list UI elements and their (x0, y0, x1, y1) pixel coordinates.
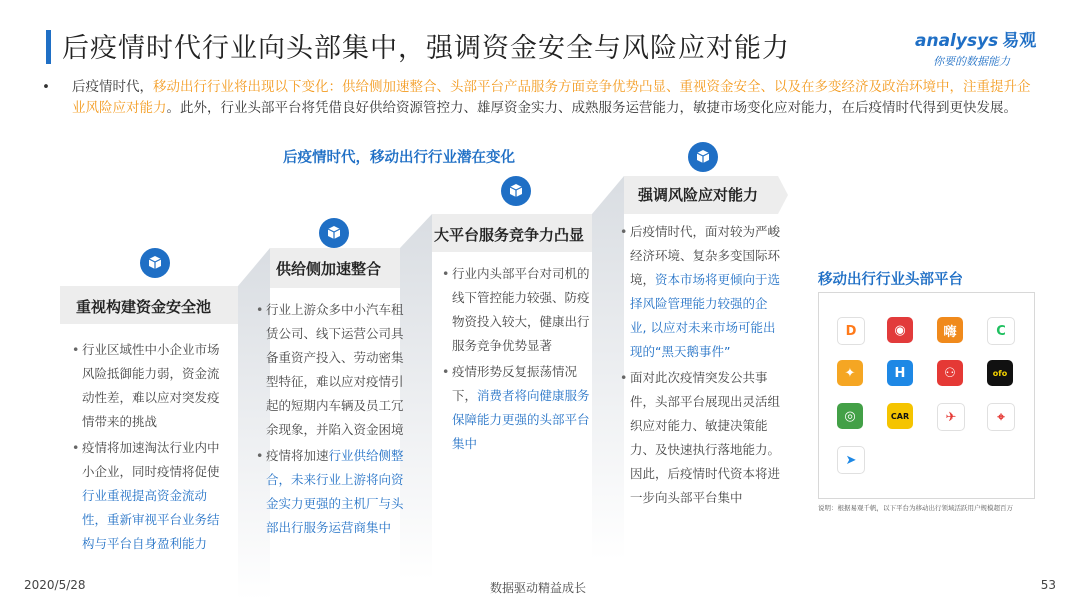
page-number: 53 (1040, 578, 1056, 592)
logo-slogan: 你要的数据能力 (933, 55, 1010, 68)
riser-2 (400, 214, 432, 580)
green-app-icon: ◎ (837, 403, 863, 429)
amap-app-icon: ➤ (837, 446, 865, 474)
step-2-details (256, 298, 404, 542)
mobike-app-icon: ⚇ (937, 360, 963, 386)
step-2-item-1: • 行业上游众多中小汽车租赁公司、线下运营公司具备重资产投入、劳动密集型特征，难以应对疫情引起的短期内车辆及员工冗余现象，并陷入资金困境 (256, 298, 404, 442)
platform-app-grid (818, 292, 1035, 499)
meituan-bike-app-icon: ✦ (837, 360, 863, 386)
car-app-icon: CAR (887, 403, 913, 429)
step-3-item-2: • 疫情形势反复振荡情况下，消费者将向健康服务保障能力更强的头部平台集中 (442, 360, 590, 456)
step-1-label: 重视构建资金安全池 (76, 298, 212, 316)
step-3-details (442, 262, 590, 458)
step-1-details (72, 338, 224, 558)
map-app-icon: ⌖ (987, 403, 1015, 431)
shenzhou-app-icon: ◉ (887, 317, 913, 343)
step-2-cube-icon (319, 218, 349, 248)
step-3-cube-icon (501, 176, 531, 206)
step-1-item-2: • 疫情将加速淘汰行业内中小企业，同时疫情将促使行业重视提高资金流动性，重新审视平台业务结构与平台自身盈利能力 (72, 436, 224, 556)
step-1-item-1: • 行业区域性中小企业市场风险抵御能力弱，资金流动性差，难以应对突发疫情带来的挑战 (72, 338, 224, 434)
step-3-label: 大平台服务竞争力凸显 (434, 226, 585, 244)
step-4-item-1: • 后疫情时代，面对较为严峻经济环境、复杂多变国际环境，资本市场将更倾向于选择风险管理能力较强的企业, 以应对未来市场可能出现的“黑天鹅事件” (620, 220, 782, 364)
step-4-cube-icon (688, 142, 718, 172)
logo-cn-text: 易观 (1002, 31, 1037, 51)
hello-app-icon: 嗨 (937, 317, 963, 343)
intro-highlight: 移动出行行业将出现以下变化：供给侧加速整合、头部平台产品服务方面竞争优势凸显、重视资金安全、以及在多变经济及政治环境中，注重提升企业风险应对能力 (72, 79, 1031, 116)
step-1-cube-icon (140, 248, 170, 278)
intro-bullet: • (42, 79, 50, 95)
step-4-details (620, 220, 782, 512)
caocao-app-icon: C (987, 317, 1015, 345)
step-4-item-2: • 面对此次疫情突发公共事件，头部平台展现出灵活组织应对能力、敏捷决策能力、及快速执行落地能力。因此，后疫情时代资本将进一步向头部平台集中 (620, 366, 782, 510)
step-4-label: 强调风险应对能力 (638, 186, 759, 204)
didi-app-icon: D (837, 317, 865, 345)
intro-rest: 。此外，行业头部平台将凭借良好供给资源管控力、雄厚资金实力、成熟服务运营能力，敏捷市场变化应对能力，在后疫情时代得到更快发展。 (166, 100, 1017, 116)
logo-text: analysys (915, 31, 999, 51)
ofo-app-icon: ofo (987, 360, 1013, 386)
footer-slogan: 数据驱动精益成长 (490, 581, 587, 595)
step-2-label: 供给侧加速整合 (276, 260, 382, 278)
step-3-item-1: • 行业内头部平台对司机的线下管控能力较强、防疫物资投入较大，健康出行服务竞争优势显著 (442, 262, 590, 358)
intro-lead: 后疫情时代， (72, 79, 153, 95)
zuche-app-icon: ✈ (937, 403, 965, 431)
step-2-item-2: • 疫情将加速行业供给侧整合，未来行业上游将向资金实力更强的主机厂与头部出行服务运营商集中 (256, 444, 404, 540)
platforms-note: 说明：根据易观千帆，以下平台为移动出行领域活跃用户规模超百万 (818, 504, 1013, 512)
diagram-subtitle: 后疫情时代，移动出行行业潜在变化 (283, 150, 515, 166)
hellobike-app-icon: H (887, 360, 913, 386)
platforms-title: 移动出行行业头部平台 (818, 272, 963, 288)
page-title: 后疫情时代行业向头部集中，强调资金安全与风险应对能力 (62, 33, 790, 64)
footer-date: 2020/5/28 (24, 578, 86, 592)
